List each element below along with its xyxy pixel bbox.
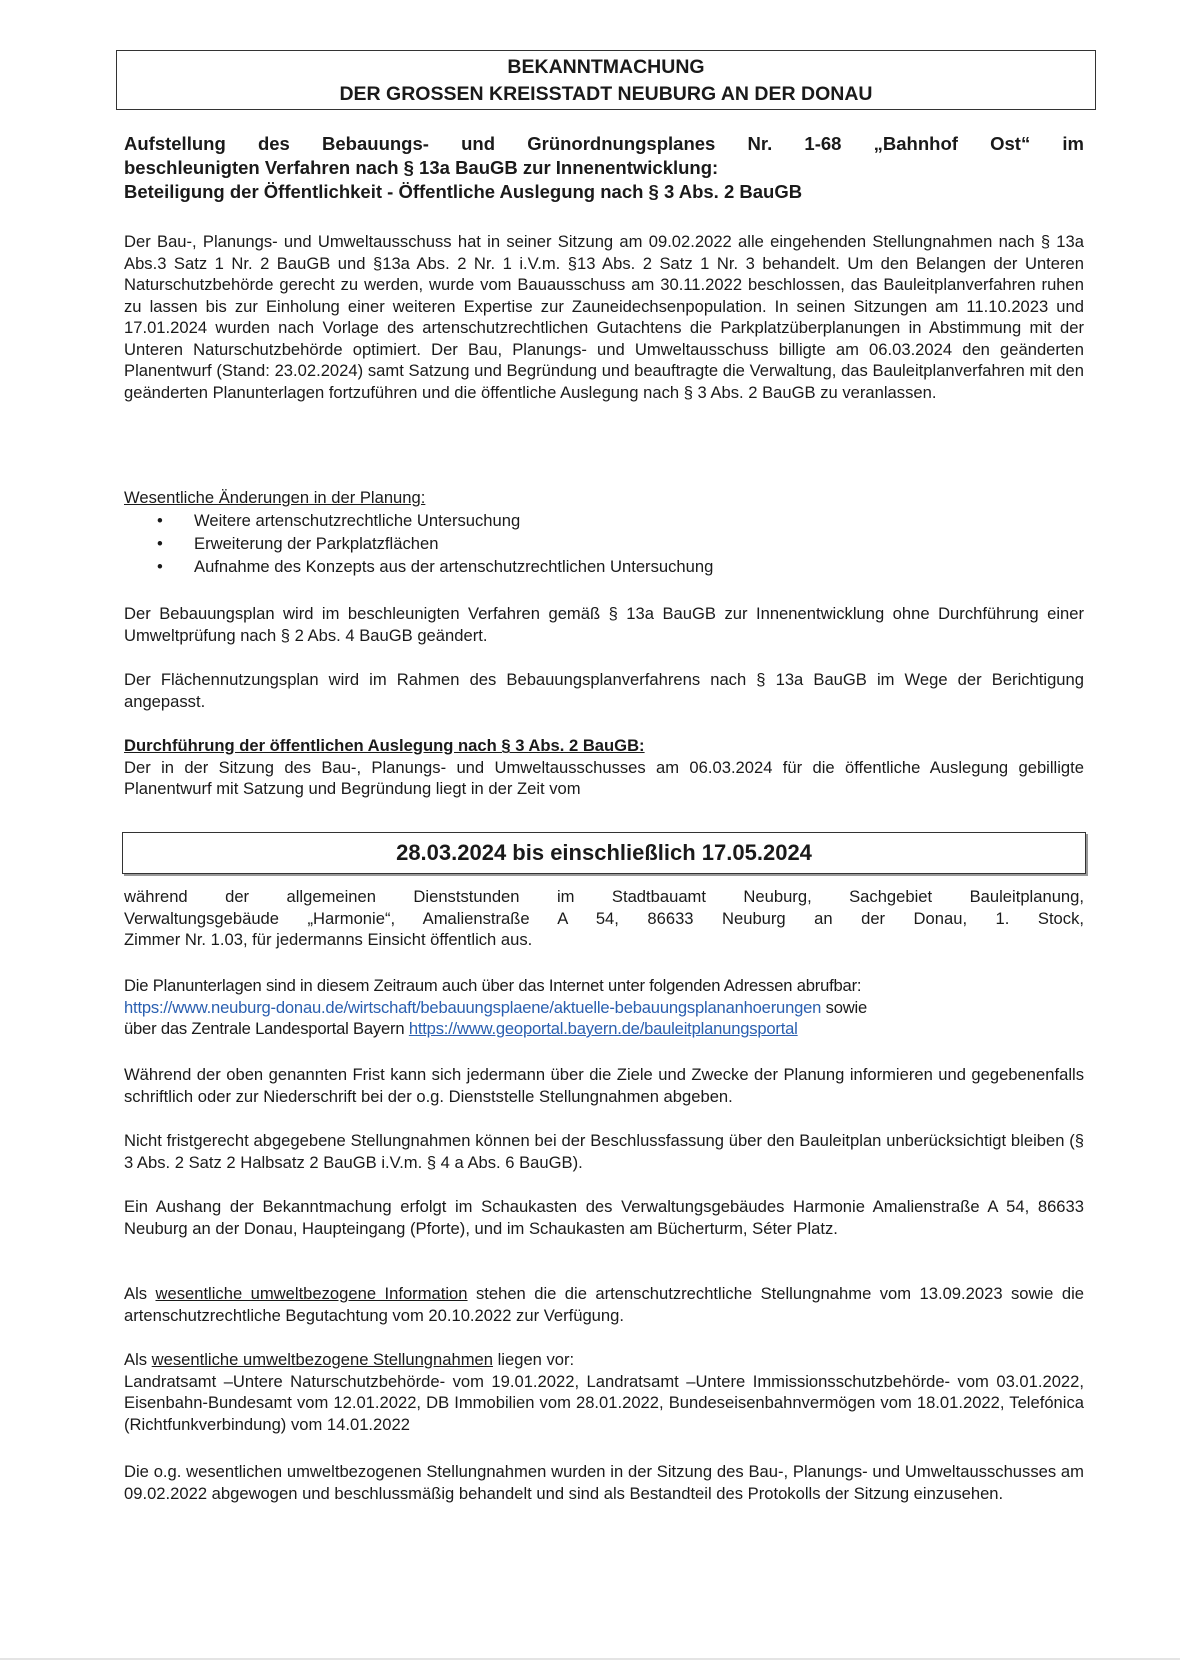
internet-sowie: sowie (821, 997, 868, 1017)
date-range: 28.03.2024 bis einschließlich 17.05.2024 (396, 840, 812, 865)
auslegung-text: Der in der Sitzung des Bau-, Planungs- und Umweltausschusses am 06.03.2024 für die öffentliche Auslegung gebilligte Planentwurf mit Satzung und Begründung liegt in der Zeit vom (124, 757, 1084, 798)
geoportal-url-link[interactable]: https://www.geoportal.bayern.de/bauleitplanungsportal (408, 1019, 798, 1038)
document-title (124, 132, 1084, 204)
paragraph-nicht-fristgerecht: Nicht fristgerecht abgegebene Stellungnahmen können bei der Beschlussfassung über den Bauleitplan unberücksichtigt bleiben (§ 3 Abs. 2 Satz 2 Halbsatz 2 BauGB i.V.m. § 4 a Abs. 6 BauGB). (124, 1131, 1084, 1172)
page-bottom-edge (0, 1658, 1180, 1660)
bullet-icon: • (157, 533, 163, 553)
umwelt-information-paragraph: Als wesentliche umweltbezogene Information stehen die die artenschutzrechtliche Stellungnahme vom 13.09.2023 sowie die artenschutzrechtliche Begutachtung vom 20.10.2022 zur Verfügung. (124, 1284, 1084, 1325)
changes-heading: Wesentliche Änderungen in der Planung: (124, 488, 426, 507)
auslegung-section (124, 735, 1084, 800)
auslegung-heading: Durchführung der öffentlichen Auslegung nach § 3 Abs. 2 BauGB: (124, 736, 645, 755)
umwelt-information-label: wesentliche umweltbezogene Information (155, 1284, 468, 1303)
changes-list (124, 509, 1084, 578)
header-line-1: BEKANNTMACHUNG (507, 56, 705, 78)
bullet-icon: • (157, 556, 163, 576)
paragraph-flaechennutzungsplan: Der Flächennutzungsplan wird im Rahmen des Bebauungsplanverfahrens nach § 13a BauGB im Wege der Berichtigung angepasst. (124, 670, 1084, 711)
paragraph-frist: Während der oben genannten Frist kann sich jedermann über die Ziele und Zwecke der Planung informieren und gegebenenfalls schriftlich oder zur Niederschrift bei der o.g. Dienststelle Stellungnahmen abgeben. (124, 1065, 1084, 1106)
title-line-2: beschleunigten Verfahren nach § 13a BauGB zur Innenentwicklung: (124, 157, 719, 178)
location-line-2: Verwaltungsgebäude „Harmonie“, Amalienstraße A 54, 86633 Neuburg an der Donau, 1. Stock, (124, 908, 1084, 928)
list-item: • Erweiterung der Parkplatzflächen (157, 533, 439, 553)
bullet-icon: • (157, 510, 163, 530)
neuburg-url-link[interactable]: https://www.neuburg-donau.de/wirtschaft/bebauungsplaene/aktuelle-bebauungsplananhoerungen (124, 997, 822, 1017)
title-line-1: Aufstellung des Bebauungs- und Grünordnungsplanes Nr. 1-68 „Bahnhof Ost“ im (124, 133, 1084, 154)
paragraph-bebauungsplan: Der Bebauungsplan wird im beschleunigten Verfahren gemäß § 13a BauGB zur Innenentwicklung ohne Durchführung einer Umweltprüfung nach § 2 Abs. 4 BauGB geändert. (124, 604, 1084, 645)
intro-paragraph: Der Bau-, Planungs- und Umweltausschuss hat in seiner Sitzung am 09.02.2022 alle eingehenden Stellungnahmen nach § 13a Abs.3 Satz 1 Nr. 2 BauGB und §13a Abs. 2 Nr. 1 i.V.m. §13 Abs. 2 Satz 1 Nr. 3 behandelt. Um den Belangen der Unteren Naturschutzbehörde gerecht zu werden, wurde vom Bauausschuss am 30.11.2022 beschlossen, das Bauleitplanverfahren ruhen zu lassen bis zur Einholung einer weiteren Expertise zur Zauneidechsenpopulation. In seinen Sitzungen am 11.10.2023 und 17.01.2024 wurden nach Vorlage des artenschutzrechtlichen Gutachtens die Parkplatzüberplanungen in Abstimmung mit der Unteren Naturschutzbehörde optimiert. Der Bau, Planungs- und Umweltausschuss billigte am 06.03.2024 den geänderten Planentwurf (Stand: 23.02.2024) samt Satzung und Begründung und beauftragte die Verwaltung, das Bauleitplanverfahren mit den geänderten Planunterlagen fortzuführen und die öffentliche Auslegung nach § 3 Abs. 2 BauGB zu veranlassen. (124, 232, 1084, 402)
list-item: • Aufnahme des Konzepts aus der artenschutzrechtlichen Untersuchung (157, 556, 714, 576)
paragraph-aushang: Ein Aushang der Bekanntmachung erfolgt im Schaukasten des Verwaltungsgebäudes Harmonie Amalienstraße A 54, 86633 Neuburg an der Donau, Haupteingang (Pforte), und im Schaukasten am Bücherturm, Séter Platz. (124, 1197, 1084, 1238)
internet-paragraph (124, 975, 1084, 1040)
changes-section (124, 487, 1084, 578)
header-line-2: DER GROSSEN KREISSTADT NEUBURG AN DER DONAU (339, 83, 873, 105)
umwelt-stellungnahmen-section: Als wesentliche umweltbezogene Stellungnahmen liegen vor: Landratsamt –Untere Naturschutzbehörde- vom 19.01.2022, Landratsamt –Untere Immissionsschutzbehörde- vom 03.01.2022, Eisenbahn-Bundesamt vom 12.01.2022, DB Immobilien vom 28.01.2022, Bundeseisenbahnvermögen vom 18.01.2022, Telefónica (Richtfunkverbindung) vom 14.01.2022 (124, 1350, 1084, 1434)
list-item: • Weitere artenschutzrechtliche Untersuchung (157, 510, 521, 530)
title-line-3: Beteiligung der Öffentlichkeit - Öffentliche Auslegung nach § 3 Abs. 2 BauGB (124, 181, 803, 202)
announcement-header (116, 50, 1096, 110)
location-line-1: während der allgemeinen Dienststunden im Stadtbauamt Neuburg, Sachgebiet Bauleitplanung, (124, 887, 1084, 906)
umwelt-stellungnahmen-label: wesentliche umweltbezogene Stellungnahmen (151, 1350, 493, 1369)
location-line-3: Zimmer Nr. 1.03, für jedermanns Einsicht öffentlich aus. (124, 930, 533, 949)
paragraph-abgewogen: Die o.g. wesentlichen umweltbezogenen Stellungnahmen wurden in der Sitzung des Bau-, Planungs- und Umweltausschusses am 09.02.2022 abgewogen und beschlussmäßig behandelt und sind als Bestandteil des Protokolls der Sitzung einzusehen. (124, 1462, 1084, 1503)
internet-intro: Die Planunterlagen sind in diesem Zeitraum auch über das Internet unter folgenden Adressen abrufbar: (124, 976, 862, 995)
internet-via: über das Zentrale Landesportal Bayern (124, 1019, 409, 1038)
location-paragraph (124, 886, 1084, 951)
umwelt-stellungnahmen-list: Landratsamt –Untere Naturschutzbehörde- vom 19.01.2022, Landratsamt –Untere Immissionsschutzbehörde- vom 03.01.2022, Eisenbahn-Bundesamt vom 12.01.2022, DB Immobilien vom 28.01.2022, Bundeseisenbahnvermögen vom 18.01.2022, Telefónica (Richtfunkverbindung) vom 14.01.2022 (124, 1371, 1084, 1434)
date-range-box (122, 832, 1086, 874)
